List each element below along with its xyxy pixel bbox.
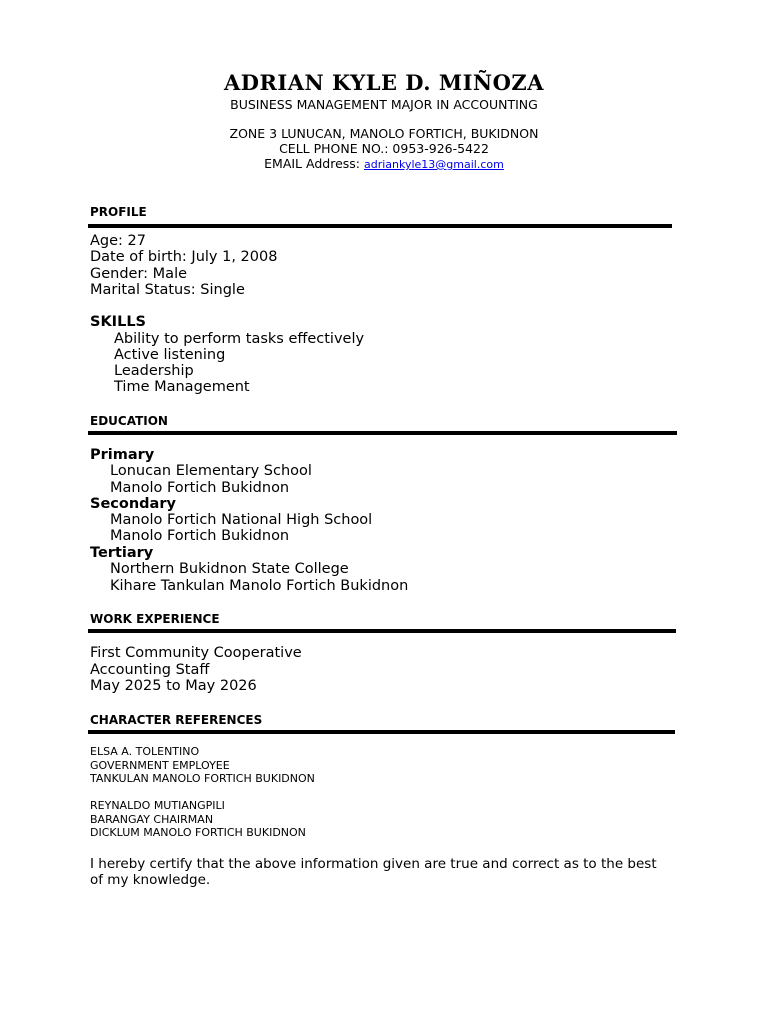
reference-position: GOVERNMENT EMPLOYEE [90, 759, 230, 772]
education-primary-place: Manolo Fortich Bukidnon [110, 480, 290, 496]
education-secondary-place: Manolo Fortich Bukidnon [110, 528, 290, 544]
profile-heading: PROFILE [90, 205, 147, 219]
education-secondary-school: Manolo Fortich National High School [110, 512, 373, 528]
work-divider [88, 629, 676, 633]
applicant-email-line [0, 156, 768, 171]
skill-item: Leadership [114, 363, 194, 379]
skill-item: Ability to perform tasks effectively [114, 331, 365, 347]
skill-item: Active listening [114, 347, 226, 363]
education-heading: EDUCATION [90, 414, 168, 428]
reference-name: ELSA A. TOLENTINO [90, 745, 200, 758]
applicant-cell: CELL PHONE NO.: 0953-926-5422 [279, 141, 489, 156]
skill-item: Time Management [114, 379, 250, 395]
education-secondary-label: Secondary [90, 496, 176, 512]
education-tertiary-place: Kihare Tankulan Manolo Fortich Bukidnon [110, 578, 409, 594]
profile-birth: Date of birth: July 1, 2008 [90, 249, 278, 265]
reference-name: REYNALDO MUTIANGPILI [90, 799, 225, 812]
reference-address: DICKLUM MANOLO FORTICH BUKIDNON [90, 826, 306, 839]
education-tertiary-label: Tertiary [90, 545, 154, 561]
reference-address: TANKULAN MANOLO FORTICH BUKIDNON [90, 772, 315, 785]
education-primary-school: Lonucan Elementary School [110, 463, 312, 479]
work-dates: May 2025 to May 2026 [90, 678, 257, 694]
work-heading: WORK EXPERIENCE [90, 612, 220, 626]
references-divider [88, 730, 675, 734]
education-primary-label: Primary [90, 447, 155, 463]
certification-line-2: of my knowledge. [90, 872, 211, 888]
education-divider [88, 431, 677, 435]
work-position: Accounting Staff [90, 662, 210, 678]
references-heading: CHARACTER REFERENCES [90, 713, 263, 727]
applicant-name: ADRIAN KYLE D. MIÑOZA [223, 70, 545, 95]
reference-position: BARANGAY CHAIRMAN [90, 813, 214, 826]
applicant-title: BUSINESS MANAGEMENT MAJOR IN ACCOUNTING [230, 97, 538, 112]
skills-heading: SKILLS [90, 314, 146, 330]
certification-line-1: I hereby certify that the above information given are true and correct as to the best [90, 856, 657, 872]
profile-gender: Gender: Male [90, 266, 188, 282]
email-link[interactable]: adriankyle13@gmail.com [363, 158, 504, 171]
profile-marital: Marital Status: Single [90, 282, 245, 298]
education-tertiary-school: Northern Bukidnon State College [110, 561, 349, 577]
profile-age: Age: 27 [90, 233, 146, 249]
applicant-address: ZONE 3 LUNUCAN, MANOLO FORTICH, BUKIDNON [229, 126, 539, 141]
profile-divider [88, 224, 672, 228]
work-company: First Community Cooperative [90, 645, 302, 661]
email-label: EMAIL Address: [264, 156, 364, 171]
